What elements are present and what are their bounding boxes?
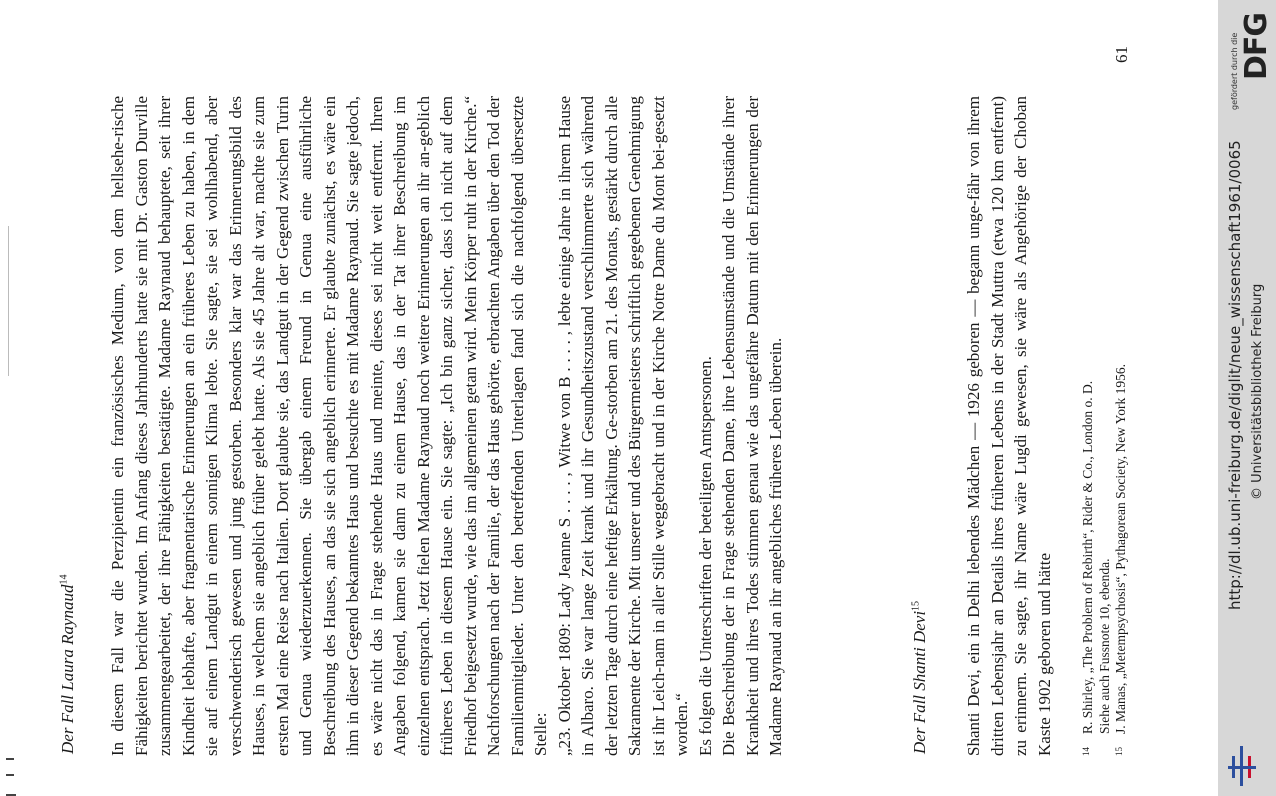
watermark-copyright: © Universitätsbibliothek Freiburg xyxy=(1250,283,1265,500)
footnote-15: 15 J. Manas, „Metempsychosis“, Pythagorean Society, New York 1956. xyxy=(1113,364,1128,756)
section-body-shanti-devi xyxy=(962,96,1056,756)
paragraph: „23. Oktober 1809: Lady Jeanne S . . . . , Witwe von B . . . . , lebte einige Jahre in ihrem Hause in Albaro. Sie war lange Zeit krank und ihr Gesundheitszustand verschlimmerte sich während der letzten Tage durch eine heftige Erkältung. Ge-storben am 21. des Monats, gestärkt durch alle Sakramente der Kirche. Mit unserer und des Bürgermeisters schriftlich gegebenen Genehmigung ist ihr Leich-nam in aller Stille weggebracht und in der Kirche Notre Dame du Mont bei-gesetzt worden.“ xyxy=(554,96,691,756)
footnote-14-continued: Siehe auch Fussnote 10, ebenda. xyxy=(1096,558,1112,734)
footnotes xyxy=(1080,96,1130,756)
paragraph: Die Beschreibung der in Frage stehenden Dame, ihre Lebensumstände und die Umstände ihrer Krankheit und ihres Todes stimmen genau wie das ungefähre Datum mit den Erinnerungen der Madame Raynaud an ihr angebliches früheres Leben überein. xyxy=(719,96,785,756)
dfg-tagline: gefördert durch die xyxy=(1230,32,1239,110)
section-title-shanti-devi: Der Fall Shanti Devi$^{15}$ xyxy=(910,600,929,754)
ub-freiburg-logo-icon xyxy=(1226,740,1274,790)
dfg-logo: DFG xyxy=(1239,12,1274,80)
watermark-url-link[interactable]: http://dl.ub.uni-freiburg.de/diglit/neue_wissenschaft1961/0065 xyxy=(1226,140,1244,610)
section-body-raynaud xyxy=(106,96,788,756)
scan-edge-marks xyxy=(6,0,18,796)
paragraph: Shanti Devi, ein in Delhi lebendes Mädchen — 1926 geboren — begann unge-fähr von ihrem dritten Lebensjahr an Details ihres früheren Lebens in der Stadt Muttra (etwa 120 km entfernt) zu erinnern. Sie sagte, ihr Name wäre Lugdi gewesen, sie wäre als Angehörige der Choban Kaste 1902 geboren und hätte xyxy=(964,96,1054,756)
paragraph: Es folgen die Unterschriften der beteiligten Amtspersonen. xyxy=(695,356,715,756)
section-title-raynaud: Der Fall Laura Raynaud$^{14}$ xyxy=(58,574,77,754)
paragraph: In diesem Fall war die Perzipientin ein französisches Medium, von dem hellsehe-rische Fähigkeiten berichtet wurden. Im Anfang dieses Jahrhunderts hatte sie mit Dr. Gaston Durville zusammengearbeitet, der ihre Fähigkeiten bestätigte. Madame Raynaud behauptete, seit ihrer Kindheit lebhafte, aber fragmentarische Erinnerungen an ein früheres Leben zu haben, in dem sie auf einem Landgut in einem sonnigen Klima lebte. Sie sagte, sie sei wohlhabend, aber verschwenderisch gewesen und jung gestorben. Besonders klar war das Erinnerungsbild des Hauses, in welchem sie angeblich früher gelebt hatte. Als sie 45 Jahre alt war, machte sie zum ersten Mal eine Reise nach Italien. Dort glaubte sie, das Landgut in der Gegend zwischen Turin und Genua wiederzuerkennen. Sie übergab einem Freund in Genua eine ausführliche Beschreibung des Hauses, an das sie sich angeblich erinnerte. Er glaubte zunächst, es wäre ein ihm in dieser Gegend bekanntes Haus und besuchte es mit Madame Raynaud. Sie sagte jedoch, es wäre nicht das in Frage stehende Haus und meinte, dieses sei nicht weit entfernt. Ihren Angaben folgend, kamen sie dann zu einem Hause, das in der Tat ihrer Beschreibung im einzelnen entsprach. Jetzt fielen Madame Raynaud noch weitere Erinnerungen an ihr an-geblich früheres Leben in diesem Hause ein. Sie sagte: „Ich bin ganz sicher, dass ich nicht auf dem Friedhof beigesetzt wurde, wie das im allgemeinen getan wird. Mein Körper ruht in der Kirche.“ Nachforschungen nach der Familie, der das Haus gehörte, erbrachten Angaben über den Tod der Familienmitglieder. Unter den betreffenden Unterlagen fand sich die nachfolgend übersetzte Stelle: xyxy=(108,96,550,756)
scan-artifact-line xyxy=(8,226,9,376)
footnote-14: 14 R. Shirley, „The Problem of Rebirth“, Rider & Co., London o. D. xyxy=(1080,380,1095,756)
page-number: 61 xyxy=(1112,46,1131,63)
